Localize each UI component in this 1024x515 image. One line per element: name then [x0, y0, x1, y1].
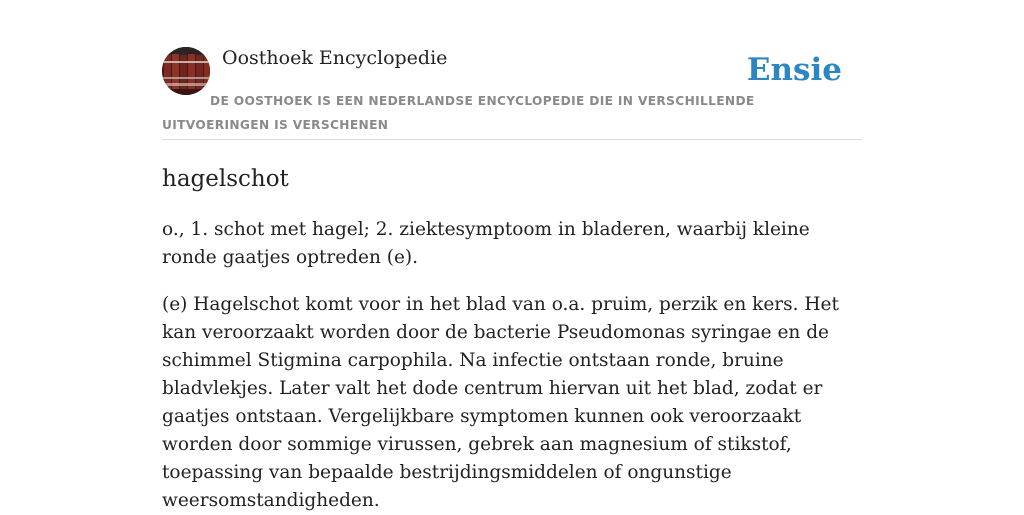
page-container	[162, 0, 862, 511]
site-name-link[interactable]: Oosthoek Encyclopedie	[222, 47, 448, 69]
site-tagline: DE OOSTHOEK IS EEN NEDERLANDSE ENCYCLOPEDIE DIE IN VERSCHILLENDE UITVOERINGEN IS VERSCHENEN	[162, 94, 755, 132]
encyclopedia-books-icon[interactable]	[162, 47, 210, 95]
article-paragraph: o., 1. schot met hagel; 2. ziektesymptoom in bladeren, waarbij kleine ronde gaatjes optreden (e).	[162, 219, 810, 268]
site-header	[162, 0, 862, 140]
article-paragraph: (e) Hagelschot komt voor in het blad van o.a. pruim, perzik en kers. Het kan veroorzaakt worden door de bacterie Pseudomonas syringae en de schimmel Stigmina carpophila. Na infectie ontstaan ronde, bruine bladvlekjes. Later valt het dode centrum hiervan uit het blad, zodat er gaatjes ontstaan. Vergelijkbare symptomen kunnen ook veroorzaakt worden door sommige virussen, gebrek aan magnesium of stikstof, toepassing van bepaalde bestrijdingsmiddelen of ongunstige weersomstandigheden.	[162, 294, 839, 511]
article-title: hagelschot	[162, 166, 289, 192]
brand-logo-link[interactable]: Ensie	[746, 52, 842, 88]
